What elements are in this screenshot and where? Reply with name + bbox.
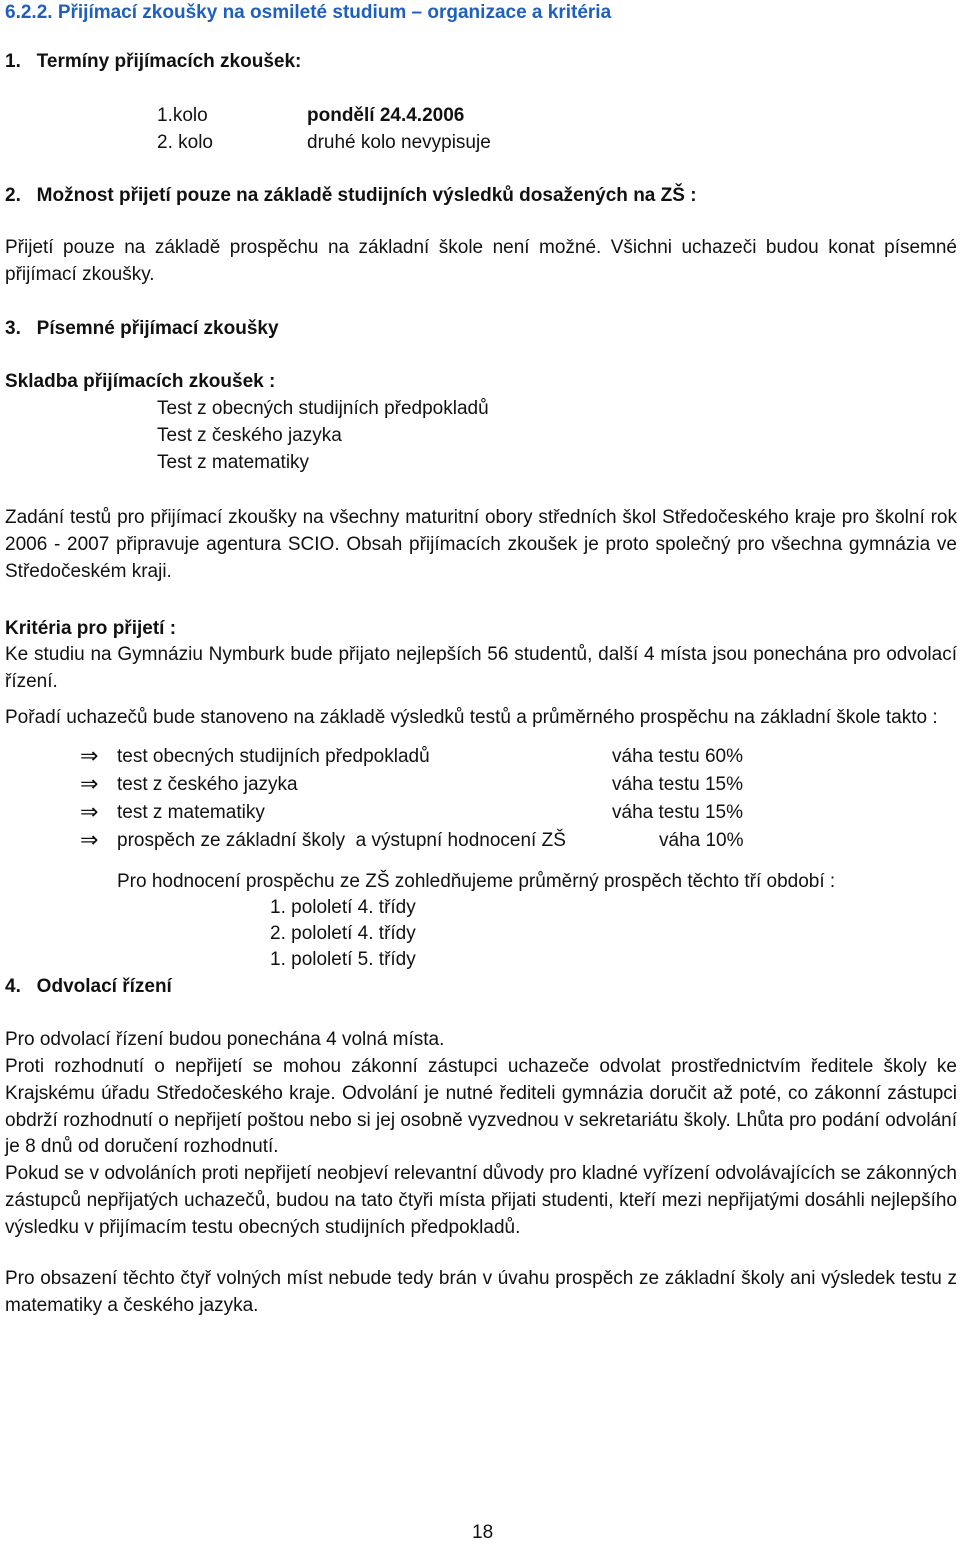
- weight-value: váha testu 15%: [612, 802, 743, 823]
- weight-value: váha testu 60%: [612, 746, 743, 767]
- order-paragraph: Pořadí uchazečů bude stanoveno na základě výsledků testů a průměrného prospěchu na základní škole takto :: [5, 707, 938, 728]
- test-item: Test z obecných studijních předpokladů: [157, 398, 489, 419]
- weight-item: test z českého jazyka: [117, 774, 298, 795]
- weight-item: prospěch ze základní školy a výstupní hodnocení ZŠ: [117, 830, 566, 851]
- s3-title: 3. Písemné přijímací zkoušky: [5, 318, 279, 339]
- grades-text: Pro hodnocení prospěchu ze ZŠ zohledňujeme průměrný prospěch těchto tří období :: [117, 871, 836, 892]
- weight-item: test z matematiky: [117, 802, 265, 823]
- round-2-label: 2. kolo: [157, 132, 213, 153]
- round-1-label: 1.kolo: [157, 105, 208, 126]
- period-item: 1. pololetí 4. třídy: [270, 897, 416, 918]
- weight-item: test obecných studijních předpokladů: [117, 746, 430, 767]
- page-number: 18: [472, 1522, 494, 1543]
- s2-text: Přijetí pouze na základě prospěchu na základní škole není možné. Všichni uchazeči budou konat písemné přijímací zkoušky.: [5, 237, 957, 285]
- test-item: Test z českého jazyka: [157, 425, 342, 446]
- tests-paragraph: Zadání testů pro přijímací zkoušky na všechny maturitní obory středních škol Středočeského kraje pro školní rok 2006 - 2007 připravuje agentura SCIO. Obsah přijímacích zkoušek je proto společný pro všechna gymnázia ve Středočeském kraji.: [5, 507, 957, 582]
- arrow-icon: ⇒: [80, 743, 99, 768]
- round-2-value: druhé kolo nevypisuje: [307, 132, 491, 153]
- arrow-icon: ⇒: [80, 771, 99, 796]
- arrow-icon: ⇒: [80, 799, 99, 824]
- s4-title: 4. Odvolací řízení: [5, 976, 172, 997]
- appeal-paragraph-2: Proti rozhodnutí o nepřijetí se mohou zákonní zástupci uchazeče odvolat prostřednictvím ředitele školy ke Krajskému úřadu Středočeského kraje. Odvolání je nutné řediteli gymnázia doručit až poté, co zákonní zástupci obdrží rozhodnutí o nepřijetí poštou nebo si jej osobně vyzvednou v sekretariátu školy. Lhůta pro podání odvolání je 8 dnů od doručení rozhodnutí.: [5, 1056, 957, 1158]
- criteria-label: Kritéria pro přijetí :: [5, 618, 177, 639]
- arrow-icon: ⇒: [80, 827, 99, 852]
- appeal-paragraph-1: Pro odvolací řízení budou ponechána 4 volná místa.: [5, 1029, 445, 1050]
- s1-title: 1. Termíny přijímacích zkoušek:: [5, 51, 302, 72]
- section-heading: 6.2.2. Přijímací zkoušky na osmileté studium – organizace a kritéria: [5, 2, 612, 23]
- round-1-value: pondělí 24.4.2006: [307, 105, 465, 126]
- weight-value: váha testu 15%: [612, 774, 743, 795]
- composition-label: Skladba přijímacích zkoušek :: [5, 371, 276, 392]
- appeal-paragraph-3: Pokud se v odvoláních proti nepřijetí neobjeví relevantní důvody pro kladné vyřízení odvolávajících se zákonných zástupců nepřijatých uchazečů, budou na tato čtyři místa přijati studenti, kteří mezi nepřijatými dosáhli nejlepšího výsledku v přijímacím testu obecných studijních předpokladů.: [5, 1163, 957, 1238]
- weight-value: váha 10%: [659, 830, 744, 851]
- s2-title: 2. Možnost přijetí pouze na základě studijních výsledků dosažených na ZŠ :: [5, 185, 697, 206]
- test-item: Test z matematiky: [157, 452, 310, 473]
- criteria-paragraph: Ke studiu na Gymnáziu Nymburk bude přijato nejlepších 56 studentů, další 4 místa jsou ponechána pro odvolací řízení.: [5, 644, 957, 692]
- period-item: 2. pololetí 4. třídy: [270, 923, 416, 944]
- appeal-paragraph-4: Pro obsazení těchto čtyř volných míst nebude tedy brán v úvahu prospěch ze základní školy ani výsledek testu z matematiky a českého jazyka.: [5, 1268, 957, 1316]
- period-item: 1. pololetí 5. třídy: [270, 949, 416, 970]
